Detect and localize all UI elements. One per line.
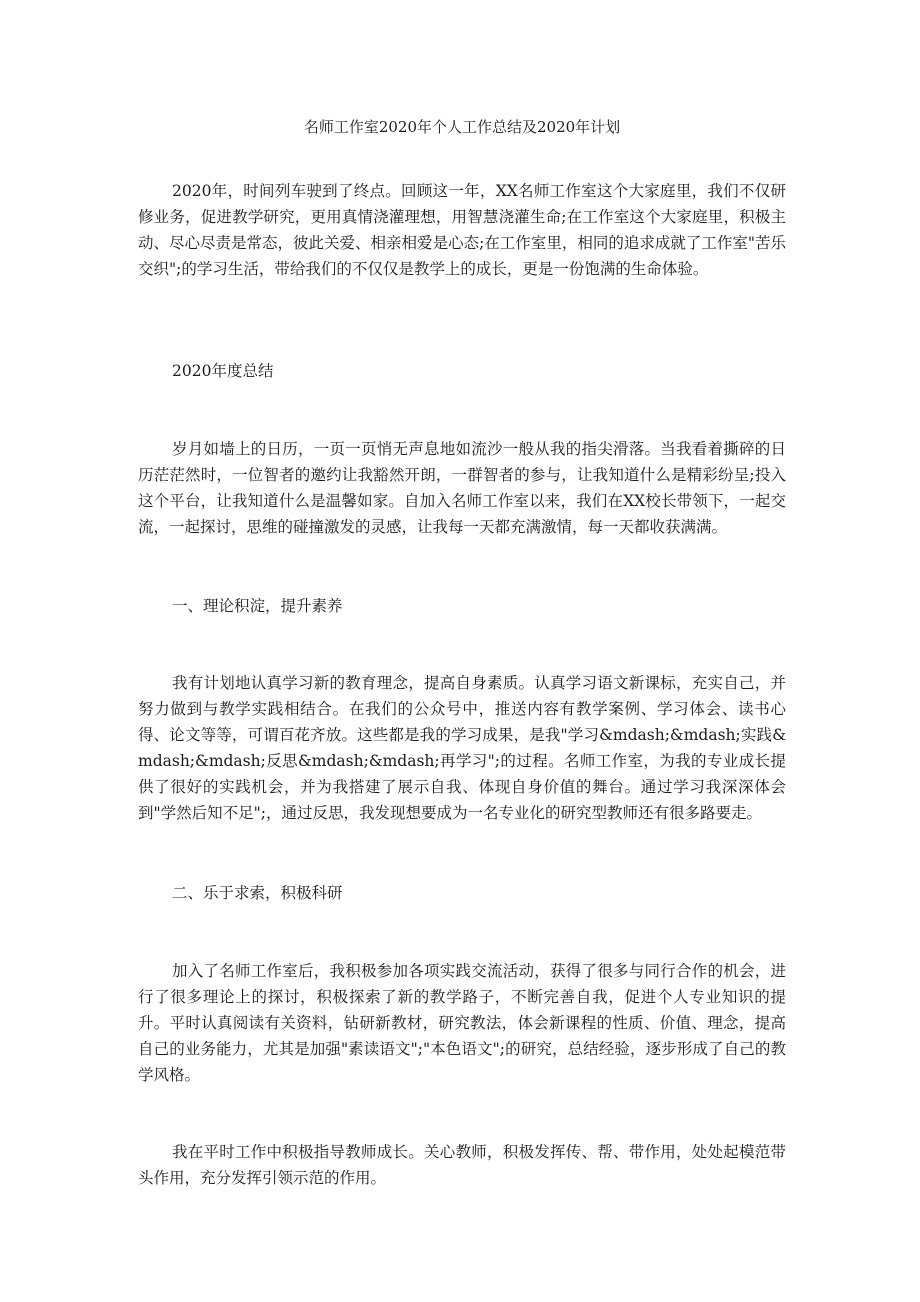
section2-heading: 二、乐于求索，积极科研: [172, 884, 343, 902]
section2-paragraph-1: 加入了名师工作室后，我积极参加各项实践交流活动，获得了很多与同行合作的机会，进行了很多理论上的探讨，积极探索了新的教学路子，不断完善自我，促进个人专业知识的提升。平时认真阅读有关资料，钻研新教材，研究教法，体会新课程的性质、价值、理念，提高自己的业务能力，尤其是加强"素读语文";"本色语文";的研究，总结经验，逐步形成了自己的教学风格。: [138, 962, 786, 1084]
summary-paragraph: 岁月如墙上的日历，一页一页悄无声息地如流沙一般从我的指尖滑落。当我看着撕碎的日历茫茫然时，一位智者的邀约让我豁然开朗，一群智者的参与，让我知道什么是精彩纷呈;投入这个平台，让我知道什么是温馨如家。自加入名师工作室以来，我们在XX校长带领下，一起交流，一起探讨，思维的碰撞激发的灵感，让我每一天都充满激情，每一天都收获满满。: [138, 440, 786, 536]
summary-heading: 2020年度总结: [172, 362, 274, 380]
intro-paragraph: 2020年，时间列车驶到了终点。回顾这一年，XX名师工作室这个大家庭里，我们不仅研修业务，促进教学研究，更用真情浇灌理想，用智慧浇灌生命;在工作室这个大家庭里，积极主动、尽心尽责是常态，彼此关爱、相亲相爱是心态;在工作室里，相同的追求成就了工作室"苦乐交织";的学习生活，带给我们的不仅仅是教学上的成长，更是一份饱满的生命体验。: [138, 182, 786, 278]
section1-heading: 一、理论积淀，提升素养: [172, 597, 343, 615]
section1-paragraph: 我有计划地认真学习新的教育理念，提高自身素质。认真学习语文新课标，充实自己，并努力做到与教学实践相结合。在我们的公众号中，推送内容有教学案例、学习体会、读书心得、论文等等，可谓百花齐放。这些都是我的学习成果，是我"学习&mdash;&mdash;实践&mdash;&mdash;反思&mdash;&mdash;再学习";的过程。名师工作室，为我的专业成长提供了很好的实践机会，并为我搭建了展示自我、体现自身价值的舞台。通过学习我深深体会到"学然后知不足";，通过反思，我发现想要成为一名专业化的研究型教师还有很多路要走。: [138, 674, 786, 822]
section2-paragraph-2: 我在平时工作中积极指导教师成长。关心教师，积极发挥传、帮、带作用，处处起模范带头作用，充分发挥引领示范的作用。: [138, 1143, 786, 1187]
document-title: 名师工作室2020年个人工作总结及2020年计划: [303, 118, 621, 136]
